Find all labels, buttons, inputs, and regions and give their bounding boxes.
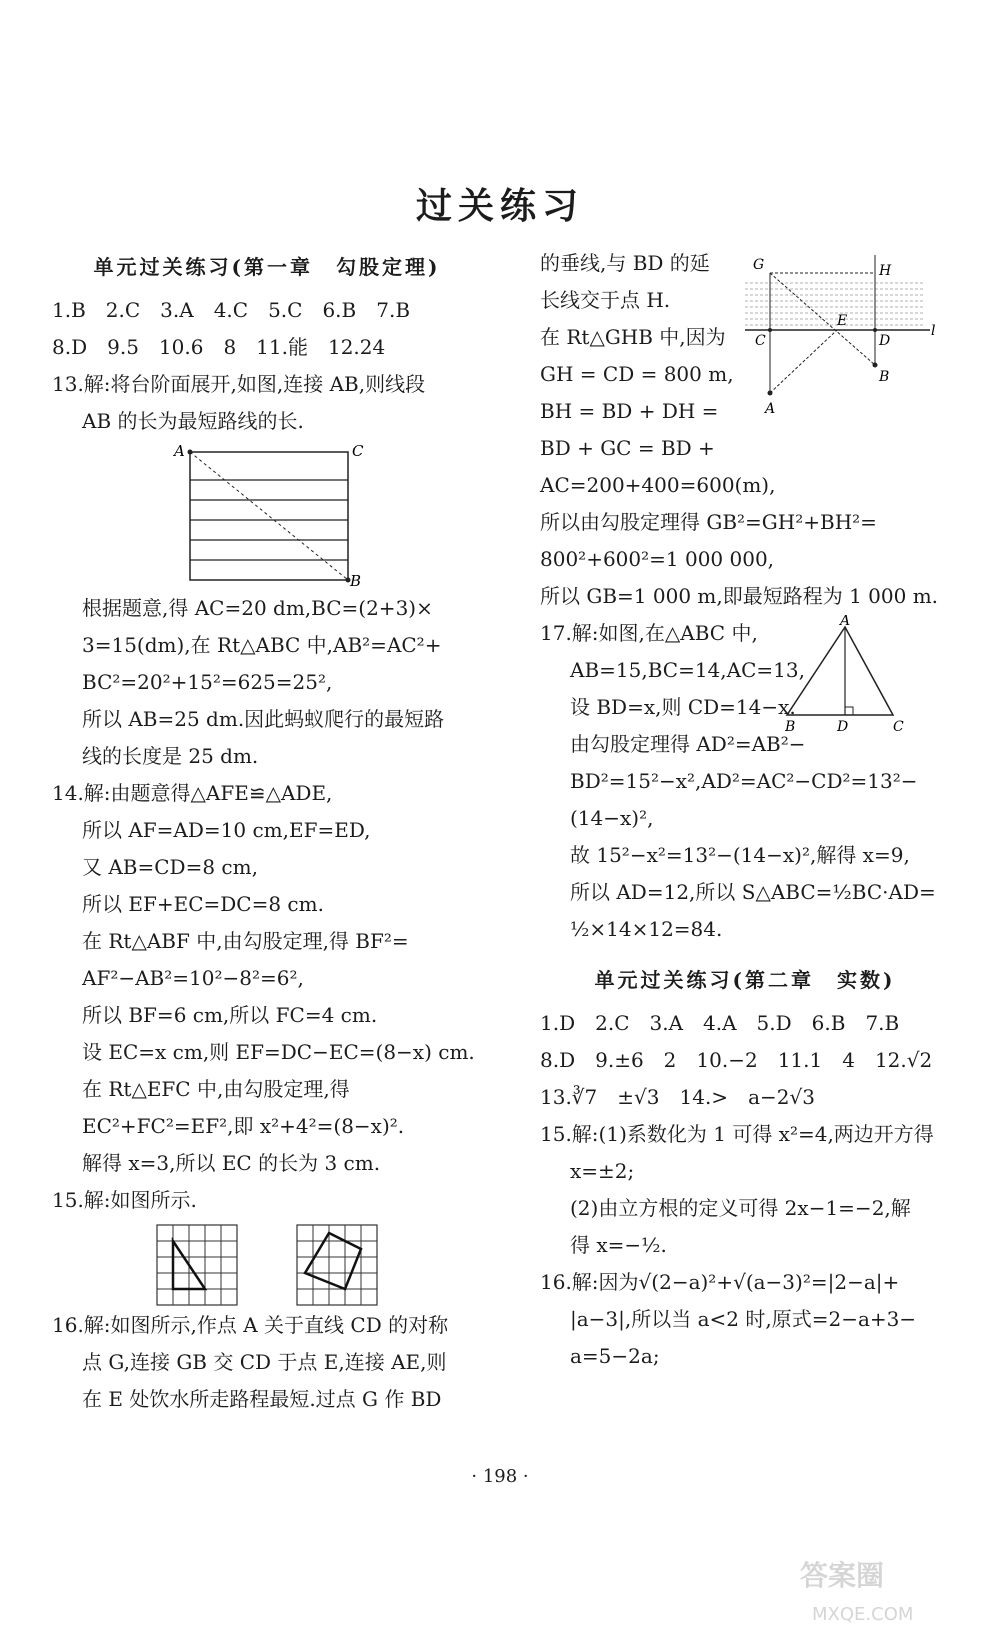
q16-cont-3: 在 Rt△GHB 中,因为 (540, 325, 726, 349)
svg-text:D: D (837, 719, 849, 735)
left-column (52, 245, 482, 1418)
page-title: 过关练习 (415, 185, 584, 227)
q14-line-1: 14.解:由题意得△AFE≌△ADE, (52, 781, 333, 805)
q14-line-3: 又 AB=CD=8 cm, (82, 855, 258, 879)
q14-line-11: 解得 x=3,所以 EC 的长为 3 cm. (82, 1151, 381, 1175)
label-b: B (350, 572, 362, 590)
q14-line-9: 在 Rt△EFC 中,由勾股定理,得 (82, 1077, 350, 1101)
q16-cont-1: 的垂线,与 BD 的延 (540, 251, 710, 275)
svg-text:D: D (879, 333, 891, 349)
q17-line-1: 17.解:如图,在△ABC 中, (540, 621, 758, 645)
q16-cont-5: BH = BD + DH = (540, 399, 719, 423)
answers-line-2: 8.D 9.5 10.6 8 11.能 12.24 (52, 335, 386, 359)
q16-cont-8: 所以由勾股定理得 GB²=GH²+BH²= (540, 510, 877, 534)
q17-line-2: AB=15,BC=14,AC=13, (570, 658, 805, 682)
q13-line-4: 3=15(dm),在 Rt△ABC 中,AB²=AC²+ (82, 633, 442, 657)
q17-line-9: ½×14×12=84. (570, 917, 723, 941)
q16-line-3: 在 E 处饮水所走路程最短.过点 G 作 BD (82, 1387, 442, 1411)
q17-line-8: 所以 AD=12,所以 S△ABC=½BC·AD= (570, 880, 936, 904)
svg-text:答案圈: 答案圈 (800, 1559, 885, 1592)
q17-line-6: (14−x)², (570, 806, 654, 830)
q15b-line-3: (2)由立方根的定义可得 2x−1=−2,解 (570, 1196, 911, 1220)
q13-line-6: 所以 AB=25 dm.因此蚂蚁爬行的最短路 (82, 707, 445, 731)
q16-cont-2: 长线交于点 H. (540, 288, 671, 312)
q14-line-10: EC²+FC²=EF²,即 x²+4²=(8−x)². (82, 1114, 405, 1138)
svg-text:C: C (893, 719, 904, 735)
river-figure (745, 245, 940, 425)
q14-line-7: 所以 BF=6 cm,所以 FC=4 cm. (82, 1003, 378, 1027)
svg-text:B: B (785, 719, 796, 735)
q13-line-7: 线的长度是 25 dm. (82, 744, 259, 768)
svg-text:G: G (753, 257, 765, 273)
right-column (540, 245, 950, 1375)
q16-cont-4: GH = CD = 800 m, (540, 362, 734, 386)
answers-line-4: 8.D 9.±6 2 10.−2 11.1 4 12.√2 (540, 1048, 933, 1072)
q17-line-7: 故 15²−x²=13²−(14−x)²,解得 x=9, (570, 843, 910, 867)
watermark-logo (790, 1545, 960, 1635)
q13-line-1: 13.解:将台阶面展开,如图,连接 AB,则线段 (52, 372, 426, 396)
q14-line-5: 在 Rt△ABF 中,由勾股定理,得 BF²= (82, 929, 409, 953)
grid-right (297, 1225, 377, 1305)
q16b-line-2: |a−3|,所以当 a<2 时,原式=2−a+3− (570, 1307, 917, 1331)
svg-text:E: E (837, 313, 848, 329)
q14-line-6: AF²−AB²=10²−8²=6², (82, 966, 304, 990)
q15b-line-1: 15.解:(1)系数化为 1 可得 x²=4,两边开方得 (540, 1122, 934, 1146)
label-c: C (352, 442, 364, 460)
q16-cont-10: 所以 GB=1 000 m,即最短路程为 1 000 m. (540, 584, 939, 608)
svg-text:H: H (879, 263, 892, 279)
staircase-figure (52, 440, 482, 590)
q17-line-3: 设 BD=x,则 CD=14−x. (570, 695, 796, 719)
answers-line-3: 1.D 2.C 3.A 4.A 5.D 6.B 7.B (540, 1011, 900, 1035)
q13-line-2: AB 的长为最短路线的长. (82, 409, 304, 433)
svg-text:l: l (931, 323, 936, 339)
triangle-figure (785, 615, 945, 735)
q14-line-2: 所以 AF=AD=10 cm,EF=ED, (82, 818, 371, 842)
q14-line-4: 所以 EF+EC=DC=8 cm. (82, 892, 324, 916)
q16b-line-3: a=5−2a; (570, 1344, 660, 1368)
svg-text:A: A (765, 401, 776, 417)
q16-line-2: 点 G,连接 GB 交 CD 于点 E,连接 AE,则 (82, 1350, 447, 1374)
q16-cont-9: 800²+600²=1 000 000, (540, 547, 775, 571)
answers-line-5: 13.∛7 ±√3 14.> a−2√3 (540, 1085, 815, 1109)
section-heading-chapter1: 单元过关练习(第一章 勾股定理) (93, 255, 441, 279)
q13-line-5: BC²=20²+15²=625=25², (82, 670, 333, 694)
q15b-line-4: 得 x=−½. (570, 1233, 667, 1257)
q15b-line-2: x=±2; (570, 1159, 635, 1183)
answers-line-1: 1.B 2.C 3.A 4.C 5.C 6.B 7.B (52, 298, 411, 322)
grid-left (157, 1225, 237, 1305)
q16-cont-7: AC=200+400=600(m), (540, 473, 776, 497)
svg-text:C: C (755, 333, 766, 349)
grid-figures (52, 1219, 482, 1307)
q15-line: 15.解:如图所示. (52, 1188, 197, 1212)
q16-cont-6: BD + GC = BD + (540, 436, 715, 460)
svg-text:A: A (840, 615, 851, 629)
q16-line-1: 16.解:如图所示,作点 A 关于直线 CD 的对称 (52, 1313, 449, 1337)
page-number: · 198 · (471, 1466, 529, 1487)
q16b-line-1: 16.解:因为√(2−a)²+√(a−3)²=|2−a|+ (540, 1270, 900, 1294)
svg-text:B: B (879, 369, 890, 385)
q13-line-3: 根据题意,得 AC=20 dm,BC=(2+3)× (82, 596, 433, 620)
label-a: A (174, 442, 185, 460)
svg-text:MXQE.COM: MXQE.COM (812, 1604, 914, 1625)
q14-line-8: 设 EC=x cm,则 EF=DC−EC=(8−x) cm. (82, 1040, 475, 1064)
q17-line-4: 由勾股定理得 AD²=AB²− (570, 732, 806, 756)
section-heading-chapter2: 单元过关练习(第二章 实数) (594, 968, 896, 992)
q17-line-5: BD²=15²−x²,AD²=AC²−CD²=13²− (570, 769, 918, 793)
